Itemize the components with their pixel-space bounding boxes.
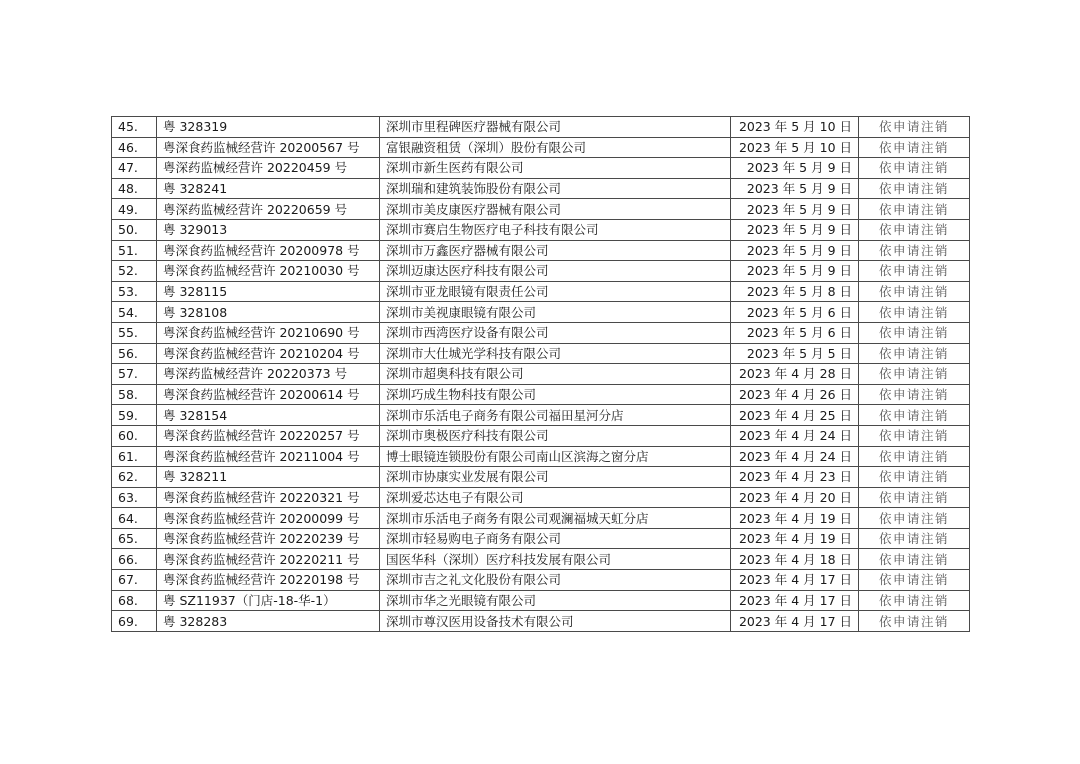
status-text: 依申请注销 <box>859 343 970 364</box>
deregistration-date: 2023 年 5 月 9 日 <box>731 219 859 240</box>
row-number: 65. <box>112 528 157 549</box>
company-name: 深圳市奥极医疗科技有限公司 <box>380 425 731 446</box>
company-name: 深圳市美皮康医疗器械有限公司 <box>380 199 731 220</box>
deregistration-date: 2023 年 4 月 25 日 <box>731 405 859 426</box>
deregistration-date: 2023 年 4 月 28 日 <box>731 364 859 385</box>
deregistration-date: 2023 年 4 月 17 日 <box>731 590 859 611</box>
company-name: 深圳爱芯达电子有限公司 <box>380 487 731 508</box>
deregistration-date: 2023 年 5 月 9 日 <box>731 178 859 199</box>
table-row <box>112 364 970 385</box>
row-number: 49. <box>112 199 157 220</box>
deregistration-date: 2023 年 5 月 9 日 <box>731 199 859 220</box>
status-text: 依申请注销 <box>859 199 970 220</box>
deregistration-date: 2023 年 5 月 10 日 <box>731 117 859 138</box>
status-text: 依申请注销 <box>859 590 970 611</box>
company-name: 博士眼镜连锁股份有限公司南山区滨海之窗分店 <box>380 446 731 467</box>
row-number: 51. <box>112 240 157 261</box>
table-row <box>112 219 970 240</box>
license-number: 粤 328319 <box>157 117 380 138</box>
table-row <box>112 611 970 632</box>
company-name: 深圳市新生医药有限公司 <box>380 158 731 179</box>
table-row <box>112 549 970 570</box>
table-row <box>112 240 970 261</box>
row-number: 64. <box>112 508 157 529</box>
status-text: 依申请注销 <box>859 508 970 529</box>
table-row <box>112 199 970 220</box>
company-name: 深圳市尊汉医用设备技术有限公司 <box>380 611 731 632</box>
row-number: 53. <box>112 281 157 302</box>
row-number: 54. <box>112 302 157 323</box>
status-text: 依申请注销 <box>859 446 970 467</box>
deregistration-date: 2023 年 4 月 20 日 <box>731 487 859 508</box>
company-name: 深圳市轻易购电子商务有限公司 <box>380 528 731 549</box>
company-name: 深圳瑞和建筑装饰股份有限公司 <box>380 178 731 199</box>
table-row <box>112 261 970 282</box>
license-number: 粤 328241 <box>157 178 380 199</box>
company-name: 深圳市乐活电子商务有限公司观澜福城天虹分店 <box>380 508 731 529</box>
license-number: 粤深食药监械经营许 20220321 号 <box>157 487 380 508</box>
deregistration-date: 2023 年 4 月 19 日 <box>731 528 859 549</box>
row-number: 47. <box>112 158 157 179</box>
table-row <box>112 405 970 426</box>
company-name: 深圳市美视康眼镜有限公司 <box>380 302 731 323</box>
company-name: 深圳市赛启生物医疗电子科技有限公司 <box>380 219 731 240</box>
deregistration-date: 2023 年 4 月 17 日 <box>731 570 859 591</box>
table-row <box>112 384 970 405</box>
deregistration-date: 2023 年 5 月 5 日 <box>731 343 859 364</box>
table-row <box>112 425 970 446</box>
deregistration-date: 2023 年 4 月 23 日 <box>731 467 859 488</box>
company-name: 深圳市协康实业发展有限公司 <box>380 467 731 488</box>
company-name: 深圳市大仕城光学科技有限公司 <box>380 343 731 364</box>
license-number: 粤深食药监械经营许 20200567 号 <box>157 137 380 158</box>
status-text: 依申请注销 <box>859 281 970 302</box>
company-name: 深圳市里程碑医疗器械有限公司 <box>380 117 731 138</box>
status-text: 依申请注销 <box>859 405 970 426</box>
license-number: 粤深药监械经营许 20220373 号 <box>157 364 380 385</box>
license-number: 粤 328108 <box>157 302 380 323</box>
table-row <box>112 137 970 158</box>
license-number: 粤深食药监械经营许 20220198 号 <box>157 570 380 591</box>
company-name: 深圳市乐活电子商务有限公司福田星河分店 <box>380 405 731 426</box>
license-number: 粤深食药监械经营许 20200099 号 <box>157 508 380 529</box>
table-row <box>112 281 970 302</box>
table-row <box>112 158 970 179</box>
status-text: 依申请注销 <box>859 261 970 282</box>
license-number: 粤深食药监械经营许 20220211 号 <box>157 549 380 570</box>
row-number: 45. <box>112 117 157 138</box>
status-text: 依申请注销 <box>859 611 970 632</box>
company-name: 深圳市超奥科技有限公司 <box>380 364 731 385</box>
table-row <box>112 178 970 199</box>
row-number: 46. <box>112 137 157 158</box>
deregistration-date: 2023 年 4 月 24 日 <box>731 446 859 467</box>
license-number: 粤深食药监械经营许 20211004 号 <box>157 446 380 467</box>
row-number: 67. <box>112 570 157 591</box>
deregistration-date: 2023 年 5 月 9 日 <box>731 240 859 261</box>
row-number: 62. <box>112 467 157 488</box>
table-row <box>112 446 970 467</box>
license-number: 粤深药监械经营许 20220459 号 <box>157 158 380 179</box>
deregistration-date: 2023 年 5 月 10 日 <box>731 137 859 158</box>
table-row <box>112 528 970 549</box>
status-text: 依申请注销 <box>859 364 970 385</box>
row-number: 58. <box>112 384 157 405</box>
license-number: 粤深食药监械经营许 20220239 号 <box>157 528 380 549</box>
deregistration-date: 2023 年 5 月 8 日 <box>731 281 859 302</box>
company-name: 深圳市华之光眼镜有限公司 <box>380 590 731 611</box>
license-number: 粤 SZ11937（门店-18-华-1） <box>157 590 380 611</box>
status-text: 依申请注销 <box>859 178 970 199</box>
license-number: 粤深食药监械经营许 20210690 号 <box>157 322 380 343</box>
status-text: 依申请注销 <box>859 487 970 508</box>
deregistration-date: 2023 年 5 月 9 日 <box>731 158 859 179</box>
row-number: 56. <box>112 343 157 364</box>
row-number: 50. <box>112 219 157 240</box>
row-number: 60. <box>112 425 157 446</box>
license-number: 粤深食药监械经营许 20200978 号 <box>157 240 380 261</box>
deregistration-date: 2023 年 5 月 6 日 <box>731 322 859 343</box>
company-name: 国医华科（深圳）医疗科技发展有限公司 <box>380 549 731 570</box>
status-text: 依申请注销 <box>859 302 970 323</box>
row-number: 68. <box>112 590 157 611</box>
row-number: 57. <box>112 364 157 385</box>
deregistration-table <box>111 116 970 632</box>
license-number: 粤 328115 <box>157 281 380 302</box>
company-name: 深圳市亚龙眼镜有限责任公司 <box>380 281 731 302</box>
table-body <box>112 117 970 632</box>
company-name: 深圳市西湾医疗设备有限公司 <box>380 322 731 343</box>
row-number: 61. <box>112 446 157 467</box>
table-row <box>112 570 970 591</box>
status-text: 依申请注销 <box>859 240 970 261</box>
license-number: 粤深食药监械经营许 20200614 号 <box>157 384 380 405</box>
status-text: 依申请注销 <box>859 158 970 179</box>
row-number: 69. <box>112 611 157 632</box>
company-name: 深圳市吉之礼文化股份有限公司 <box>380 570 731 591</box>
deregistration-date: 2023 年 4 月 18 日 <box>731 549 859 570</box>
deregistration-date: 2023 年 5 月 9 日 <box>731 261 859 282</box>
status-text: 依申请注销 <box>859 219 970 240</box>
table-row <box>112 508 970 529</box>
deregistration-date: 2023 年 4 月 17 日 <box>731 611 859 632</box>
table-row <box>112 322 970 343</box>
table-row <box>112 467 970 488</box>
table-row <box>112 487 970 508</box>
row-number: 48. <box>112 178 157 199</box>
status-text: 依申请注销 <box>859 570 970 591</box>
company-name: 深圳市万鑫医疗器械有限公司 <box>380 240 731 261</box>
table-row <box>112 302 970 323</box>
license-number: 粤深食药监械经营许 20220257 号 <box>157 425 380 446</box>
row-number: 66. <box>112 549 157 570</box>
row-number: 52. <box>112 261 157 282</box>
deregistration-date: 2023 年 5 月 6 日 <box>731 302 859 323</box>
status-text: 依申请注销 <box>859 137 970 158</box>
row-number: 59. <box>112 405 157 426</box>
status-text: 依申请注销 <box>859 425 970 446</box>
status-text: 依申请注销 <box>859 117 970 138</box>
deregistration-date: 2023 年 4 月 19 日 <box>731 508 859 529</box>
license-number: 粤 328211 <box>157 467 380 488</box>
license-number: 粤深药监械经营许 20220659 号 <box>157 199 380 220</box>
table-row <box>112 117 970 138</box>
table-row <box>112 343 970 364</box>
company-name: 深圳迈康达医疗科技有限公司 <box>380 261 731 282</box>
company-name: 深圳巧成生物科技有限公司 <box>380 384 731 405</box>
row-number: 63. <box>112 487 157 508</box>
status-text: 依申请注销 <box>859 384 970 405</box>
status-text: 依申请注销 <box>859 549 970 570</box>
row-number: 55. <box>112 322 157 343</box>
status-text: 依申请注销 <box>859 528 970 549</box>
table-row <box>112 590 970 611</box>
deregistration-date: 2023 年 4 月 24 日 <box>731 425 859 446</box>
status-text: 依申请注销 <box>859 322 970 343</box>
license-number: 粤深食药监械经营许 20210030 号 <box>157 261 380 282</box>
license-number: 粤 329013 <box>157 219 380 240</box>
license-number: 粤深食药监械经营许 20210204 号 <box>157 343 380 364</box>
deregistration-date: 2023 年 4 月 26 日 <box>731 384 859 405</box>
license-number: 粤 328283 <box>157 611 380 632</box>
license-number: 粤 328154 <box>157 405 380 426</box>
company-name: 富银融资租赁（深圳）股份有限公司 <box>380 137 731 158</box>
status-text: 依申请注销 <box>859 467 970 488</box>
